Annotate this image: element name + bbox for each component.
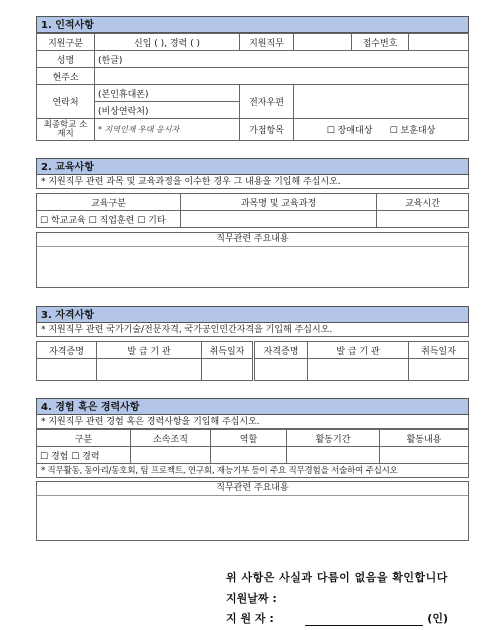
header-role: 역할 — [211, 430, 287, 447]
receipt-field[interactable] — [409, 34, 469, 51]
header-issuer: 발 급 기 관 — [97, 342, 202, 359]
mobile-field[interactable]: (본인휴대폰) — [95, 85, 240, 102]
header-date: 취득일자 — [409, 342, 469, 359]
name-field[interactable]: (한글) — [95, 51, 469, 68]
name-label: 성명 — [37, 51, 95, 68]
section-note: * 지원직무 관련 경험 혹은 경력사항을 기입해 주십시오. — [36, 415, 469, 429]
option-label: 기타 — [148, 215, 166, 226]
veteran-label: 보훈대상 — [400, 126, 436, 136]
exp-detail-box[interactable] — [36, 481, 469, 541]
cert-name-field[interactable] — [254, 359, 308, 381]
date-label: 지원날짜 : — [226, 592, 277, 605]
role-field[interactable] — [211, 447, 287, 464]
detail-title: 직무관련 주요내용 — [37, 482, 468, 496]
checkbox-veteran[interactable]: ☐ 보훈대상 — [389, 126, 436, 136]
section-note-2: * 직무활동, 동아리/동호회, 팀 프로젝트, 연구회, 재능기부 등이 주요 직무경험을 서술하여 주십시오 — [36, 464, 469, 478]
edu-type-options — [37, 211, 181, 228]
checkbox-career[interactable]: ☐ 경력 — [71, 451, 100, 462]
job-label: 지원직무 — [240, 34, 294, 51]
checkbox-disabled[interactable]: ☐ 장애대상 — [326, 126, 373, 136]
option-label: 경험 — [50, 451, 69, 462]
address-field[interactable] — [95, 68, 469, 85]
header-type: 구분 — [37, 430, 131, 447]
email-label: 전자우편 — [240, 85, 294, 119]
job-field[interactable] — [294, 34, 352, 51]
issuer-field[interactable] — [97, 359, 202, 381]
section-education — [36, 158, 469, 288]
option-label: 직업훈련 — [99, 215, 135, 226]
seal-mark: (인) — [427, 612, 448, 625]
activity-field[interactable] — [380, 447, 469, 464]
header-cert-name: 자격증명 — [37, 342, 97, 359]
section-title: 1. 인적사항 — [36, 16, 469, 33]
edu-detail-box[interactable] — [36, 232, 469, 288]
apply-type-field[interactable]: 신입 ( ), 경력 ( ) — [95, 34, 240, 51]
header-course: 과목명 및 교육과정 — [181, 194, 377, 211]
experience-table — [36, 429, 469, 464]
personal-table — [36, 33, 469, 141]
address-label: 현주소 — [37, 68, 95, 85]
header-hours: 교육시간 — [377, 194, 469, 211]
checkbox-other[interactable]: ☐ 기타 — [137, 215, 166, 226]
email-field[interactable] — [294, 85, 469, 119]
school-field[interactable]: * 지역인재 우대 응시자 — [95, 119, 240, 141]
education-table — [36, 193, 469, 228]
declaration: 위 사항은 사실과 다름이 없음을 확인합니다 — [226, 571, 448, 584]
section-note: * 지원직무 관련 국가기술/전문자격, 국가공인민간자격을 기입해 주십시오. — [36, 323, 469, 337]
bonus-label: 가점항목 — [240, 119, 294, 141]
header-cert-name: 자격증명 — [254, 342, 308, 359]
section-title: 4. 경험 혹은 경력사항 — [36, 398, 469, 415]
date-row — [226, 590, 277, 606]
section-title: 3. 자격사항 — [36, 306, 469, 323]
header-activity: 활동내용 — [380, 430, 469, 447]
disabled-label: 장애대상 — [337, 126, 373, 136]
header-edu-type: 교육구분 — [37, 194, 181, 211]
emergency-field[interactable]: (비상연락처) — [95, 102, 240, 119]
period-field[interactable] — [287, 447, 380, 464]
apply-type-label: 지원구분 — [37, 34, 95, 51]
detail-title: 직무관련 주요내용 — [37, 233, 468, 247]
school-label: 최종학교 소재지 — [37, 119, 95, 141]
bonus-options — [294, 119, 469, 141]
course-field[interactable] — [181, 211, 377, 228]
receipt-label: 접수번호 — [352, 34, 409, 51]
option-label: 경력 — [82, 451, 100, 462]
option-label: 학교교육 — [50, 215, 86, 226]
issuer-field[interactable] — [308, 359, 409, 381]
date-field[interactable] — [202, 359, 254, 381]
org-field[interactable] — [131, 447, 211, 464]
header-date: 취득일자 — [202, 342, 254, 359]
section-title: 2. 교육사항 — [36, 158, 469, 175]
section-certificates — [36, 306, 469, 381]
certificate-table — [36, 341, 469, 381]
cert-name-field[interactable] — [37, 359, 97, 381]
header-issuer: 발 급 기 관 — [308, 342, 409, 359]
header-org: 소속조직 — [131, 430, 211, 447]
applicant-label: 지 원 자 : — [226, 612, 274, 625]
checkbox-school[interactable]: ☐ 학교교육 — [40, 215, 86, 226]
checkbox-experience[interactable]: ☐ 경험 — [40, 451, 69, 462]
date-field[interactable] — [409, 359, 469, 381]
section-note: * 지원직무 관련 과목 및 교육과정을 이수한 경우 그 내용을 기입해 주십시오. — [36, 175, 469, 189]
section-experience — [36, 398, 469, 541]
contact-label: 연락처 — [37, 85, 95, 119]
checkbox-vocational[interactable]: ☐ 직업훈련 — [88, 215, 135, 226]
header-period: 활동기간 — [287, 430, 380, 447]
hours-field[interactable] — [377, 211, 469, 228]
signature-line[interactable] — [305, 614, 423, 626]
section-personal — [36, 16, 469, 141]
type-options — [37, 447, 131, 464]
applicant-row — [226, 610, 448, 626]
